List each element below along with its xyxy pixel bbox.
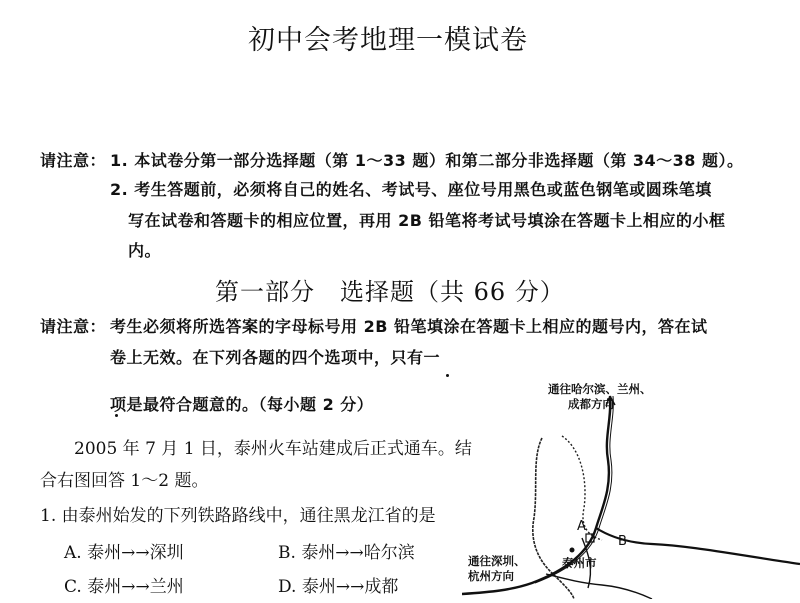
intro-line-1: 2005 年 7 月 1 日，泰州火车站建成后正式通车。结 xyxy=(74,439,472,459)
section-notice-line-3: 项是最符合题意的。（每小题 2 分） xyxy=(110,395,374,414)
emphasis-dot xyxy=(115,414,118,417)
option-text: 泰州→→深圳 xyxy=(87,543,184,563)
railway-map xyxy=(462,378,800,599)
option-c xyxy=(64,572,184,597)
notice-label: 请注意： xyxy=(40,151,107,170)
map-label-south-line: 通往深圳、 xyxy=(468,554,526,568)
option-a xyxy=(64,538,184,563)
option-text: 泰州→→兰州 xyxy=(87,577,184,597)
option-b xyxy=(278,538,415,563)
note-2-cont: 写在试卷和答题卡的相应位置，再用 2B 铅笔将考试号填涂在答题卡上相应的小框 xyxy=(128,211,726,230)
option-d xyxy=(278,572,398,597)
section-notice-line-2: 卷上无效。在下列各题的四个选项中，只有一 xyxy=(110,348,441,367)
option-text: 泰州→→成都 xyxy=(301,577,399,597)
question-1-stem: 1. 由泰州始发的下列铁路路线中，通往黑龙江省的是 xyxy=(40,506,436,526)
option-key: C. xyxy=(64,577,82,597)
map-marker-b: B xyxy=(618,534,627,549)
option-key: D. xyxy=(278,577,297,597)
map-label-south xyxy=(468,554,526,584)
note-2-end: 内。 xyxy=(128,241,162,260)
section-title: 第一部分 选择题（共 66 分） xyxy=(215,278,565,306)
page-title: 初中会考地理一模试卷 xyxy=(248,25,528,56)
note-2: 2. 考生答题前，必须将自己的姓名、考试号、座位号用黑色或蓝色钢笔或圆珠笔填 xyxy=(110,180,712,199)
map-label-north xyxy=(548,382,652,412)
map-label-north-line: 通往哈尔滨、兰州、 xyxy=(548,382,652,396)
emphasis-dot xyxy=(446,374,449,377)
option-key: A. xyxy=(64,543,82,563)
section-notice-label: 请注意： xyxy=(40,317,107,336)
option-text: 泰州→→哈尔滨 xyxy=(301,543,415,563)
intro-line-2: 合右图回答 1～2 题。 xyxy=(40,471,209,491)
note-1: 1. 本试卷分第一部分选择题（第 1～33 题）和第二部分非选择题（第 34～38 题）。 xyxy=(110,151,744,170)
map-label-north-line: 成都方向 xyxy=(568,397,614,411)
section-notice-line-1: 考生必须将所选答案的字母标号用 2B 铅笔填涂在答题卡上相应的题号内，答在试 xyxy=(110,317,708,336)
map-label-city: 泰州市 xyxy=(562,556,597,570)
map-label-south-line: 杭州方向 xyxy=(468,569,514,583)
map-marker-a: A xyxy=(577,519,586,534)
option-key: B. xyxy=(278,543,296,563)
